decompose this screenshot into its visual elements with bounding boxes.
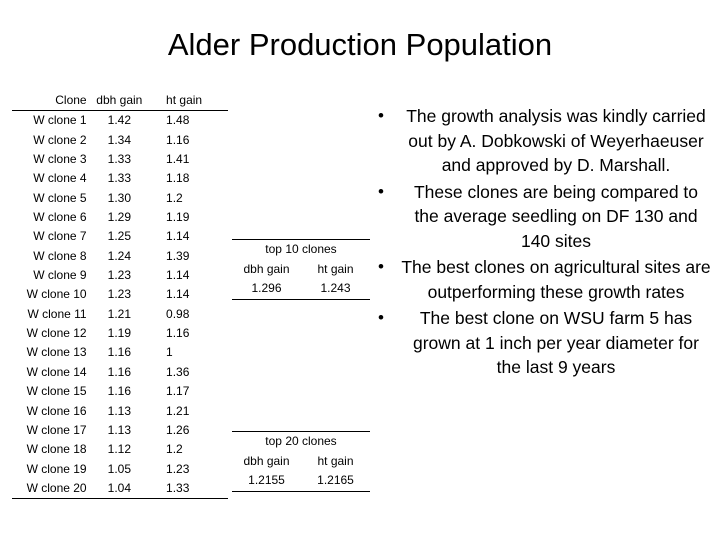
table-row <box>12 150 228 169</box>
cell-clone: W clone 19 <box>26 461 87 476</box>
table-row <box>12 111 228 131</box>
summary-dbh-label: dbh gain <box>243 261 290 276</box>
bullet-dot-icon: • <box>378 181 384 201</box>
cell-ht-gain: 1.16 <box>166 132 190 147</box>
summary-dbh-value: 1.296 <box>232 279 301 299</box>
slide-title: Alder Production Population <box>167 27 553 62</box>
cell-clone: W clone 17 <box>26 422 87 437</box>
cell-dbh-gain: 1.05 <box>107 461 131 476</box>
cell-dbh-gain: 1.16 <box>107 384 131 399</box>
table-row <box>12 247 228 266</box>
cell-dbh-gain: 1.04 <box>107 480 131 495</box>
cell-dbh-gain: 1.24 <box>107 248 131 263</box>
cell-ht-gain: 1.33 <box>166 480 190 495</box>
table-row <box>12 208 228 227</box>
summary-title: top 10 clones <box>232 240 370 260</box>
cell-dbh-gain: 1.30 <box>107 190 131 205</box>
table-row <box>12 402 228 421</box>
cell-clone: W clone 7 <box>33 229 87 244</box>
bullet-item <box>372 104 712 178</box>
table-row <box>12 343 228 362</box>
bullet-list <box>372 104 712 382</box>
cell-clone: W clone 16 <box>26 403 87 418</box>
cell-ht-gain: 1.23 <box>166 461 190 476</box>
cell-clone: W clone 9 <box>33 268 87 283</box>
table-body <box>12 111 228 499</box>
cell-clone: W clone 3 <box>33 152 87 167</box>
summary-ht-label: ht gain <box>317 453 354 468</box>
table-row <box>12 285 228 304</box>
cell-ht-gain: 1.36 <box>166 364 190 379</box>
table-row <box>12 189 228 208</box>
cell-ht-gain: 1.14 <box>166 229 190 244</box>
summary-dbh-label: dbh gain <box>243 453 290 468</box>
table-header-row <box>12 91 228 111</box>
cell-ht-gain: 1.19 <box>166 210 190 225</box>
cell-clone: W clone 11 <box>27 306 87 321</box>
table-row <box>12 440 228 459</box>
bullet-text: The growth analysis was kindly carried out by A. Dobkowski of Weyerhaeuser and approved by D. Marshall. <box>406 106 706 175</box>
column-header-clone: Clone <box>55 93 87 107</box>
summary-ht-label: ht gain <box>317 261 354 276</box>
summary-top20-clones <box>232 431 370 492</box>
cell-clone: W clone 1 <box>33 113 87 128</box>
table-row <box>12 479 228 499</box>
cell-clone: W clone 18 <box>26 442 87 457</box>
cell-clone: W clone 5 <box>33 190 87 205</box>
cell-ht-gain: 1.21 <box>166 403 190 418</box>
cell-clone: W clone 10 <box>26 287 87 302</box>
cell-ht-gain: 1 <box>166 345 173 360</box>
cell-dbh-gain: 1.19 <box>107 326 131 341</box>
bullet-dot-icon: • <box>378 257 384 276</box>
cell-ht-gain: 1.2 <box>166 442 183 457</box>
bullet-dot-icon: • <box>378 106 384 125</box>
cell-dbh-gain: 1.25 <box>107 229 131 244</box>
clone-gain-table <box>12 91 228 499</box>
bullet-text: The best clones on agricultural sites are outperforming these growth rates <box>401 257 711 302</box>
cell-ht-gain: 1.17 <box>166 384 190 399</box>
column-header-ht-gain: ht gain <box>166 93 203 107</box>
bullet-text: These clones are being compared to the average seedling on DF 130 and 140 sites <box>413 181 699 251</box>
cell-dbh-gain: 1.33 <box>107 171 131 186</box>
cell-dbh-gain: 1.29 <box>107 210 131 225</box>
table-row <box>12 324 228 343</box>
cell-ht-gain: 1.14 <box>166 268 190 283</box>
cell-clone: W clone 4 <box>33 171 87 186</box>
bullet-dot-icon: • <box>378 308 384 327</box>
cell-dbh-gain: 1.13 <box>107 403 131 418</box>
cell-dbh-gain: 1.34 <box>107 132 131 147</box>
cell-dbh-gain: 1.16 <box>107 364 131 379</box>
column-header-dbh-gain: dbh gain <box>96 93 143 107</box>
summary-ht-value: 1.2165 <box>301 471 370 491</box>
cell-dbh-gain: 1.12 <box>107 442 131 457</box>
cell-ht-gain: 0.98 <box>166 306 190 321</box>
summary-top10-clones <box>232 239 370 300</box>
summary-title: top 20 clones <box>232 432 370 452</box>
bullet-text: The best clone on WSU farm 5 has grown at 1 inch per year diameter for the last 9 years <box>413 308 699 377</box>
table-row <box>12 266 228 285</box>
cell-dbh-gain: 1.23 <box>107 287 131 302</box>
cell-clone: W clone 2 <box>33 132 87 147</box>
cell-ht-gain: 1.48 <box>166 113 190 128</box>
cell-clone: W clone 6 <box>33 210 87 225</box>
bullet-item <box>372 306 712 380</box>
cell-ht-gain: 1.41 <box>166 152 190 167</box>
summary-dbh-value: 1.2155 <box>232 471 301 491</box>
cell-clone: W clone 15 <box>26 384 87 399</box>
cell-ht-gain: 1.16 <box>166 326 190 341</box>
cell-ht-gain: 1.14 <box>166 287 190 302</box>
table-row <box>12 421 228 440</box>
cell-clone: W clone 13 <box>26 345 87 360</box>
cell-dbh-gain: 1.21 <box>107 306 131 321</box>
cell-dbh-gain: 1.33 <box>107 152 131 167</box>
table-row <box>12 363 228 382</box>
cell-dbh-gain: 1.42 <box>107 113 131 128</box>
table-row <box>12 460 228 479</box>
table-row <box>12 131 228 150</box>
table-row <box>12 305 228 324</box>
cell-clone: W clone 14 <box>26 364 87 379</box>
bullet-item <box>372 255 712 304</box>
cell-clone: W clone 12 <box>26 326 87 341</box>
cell-dbh-gain: 1.23 <box>107 268 131 283</box>
cell-clone: W clone 8 <box>33 248 87 263</box>
cell-ht-gain: 1.39 <box>166 248 190 263</box>
cell-dbh-gain: 1.16 <box>107 345 131 360</box>
cell-dbh-gain: 1.13 <box>107 422 131 437</box>
cell-clone: W clone 20 <box>26 480 87 495</box>
cell-ht-gain: 1.18 <box>166 171 190 186</box>
table-row <box>12 382 228 401</box>
cell-ht-gain: 1.26 <box>166 422 190 437</box>
table-row <box>12 227 228 246</box>
bullet-item <box>372 180 712 254</box>
summary-ht-value: 1.243 <box>301 279 370 299</box>
cell-ht-gain: 1.2 <box>166 190 183 205</box>
table-row <box>12 169 228 188</box>
